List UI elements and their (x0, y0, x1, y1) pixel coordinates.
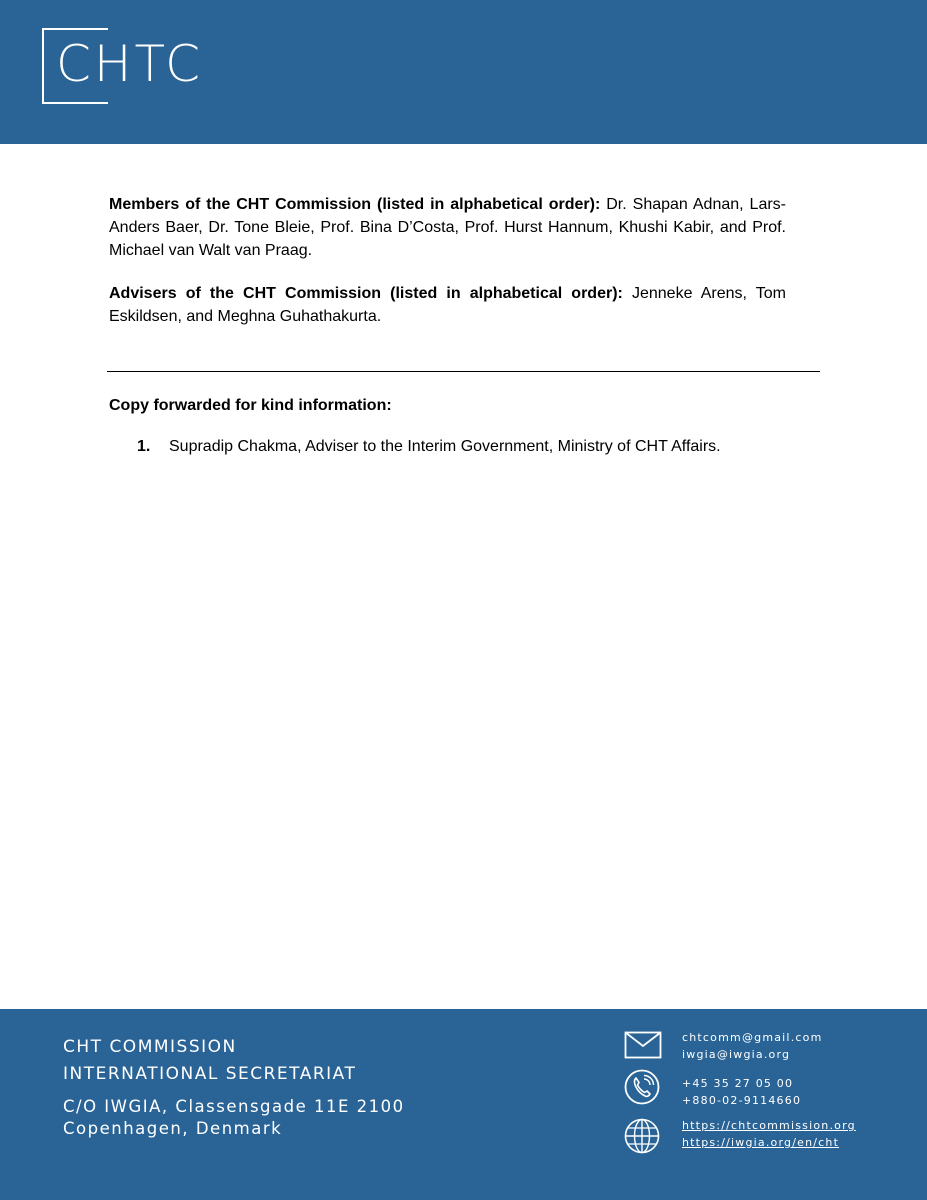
website-list (682, 1117, 856, 1151)
phone-number[interactable]: +45 35 27 05 00 (682, 1077, 794, 1090)
website-link[interactable]: https://chtcommission.org (682, 1119, 856, 1132)
email-list (682, 1029, 822, 1063)
divider-line (107, 371, 820, 372)
letterhead-footer (0, 1009, 927, 1200)
members-paragraph (109, 193, 786, 262)
organization-name (63, 1034, 356, 1088)
list-item-text: Supradip Chakma, Adviser to the Interim Government, Ministry of CHT Affairs. (169, 438, 721, 455)
envelope-icon (624, 1031, 662, 1059)
list-item-number: 1. (137, 438, 151, 455)
phone-icon (624, 1069, 660, 1105)
members-label: Members of the CHT Commission (listed in alphabetical order): (109, 196, 601, 213)
advisers-list: Jenneke Arens, Tom Eskildsen, and Meghna Guhathakurta. (109, 285, 787, 325)
phone-number[interactable]: +880-02-9114660 (682, 1094, 802, 1107)
letter-body (109, 193, 786, 348)
advisers-paragraph (109, 282, 786, 328)
advisers-label: Advisers of the CHT Commission (listed in alphabetical order): (109, 285, 623, 302)
copy-forwarded-heading: Copy forwarded for kind information: (109, 397, 392, 414)
globe-icon (624, 1118, 660, 1154)
address-line2: Copenhagen, Denmark (63, 1119, 283, 1138)
members-list: Dr. Shapan Adnan, Lars-Anders Baer, Dr. Tone Bleie, Prof. Bina D’Costa, Prof. Hurst Hannum, Khushi Kabir, and Prof. Michael van Walt van Praag. (109, 196, 786, 259)
org-name-line1: CHT COMMISSION (63, 1037, 237, 1057)
letterhead-header (0, 0, 927, 144)
address-line1: C/O IWGIA, Classensgade 11E 2100 (63, 1097, 405, 1116)
postal-address (63, 1096, 405, 1140)
website-link[interactable]: https://iwgia.org/en/cht (682, 1136, 840, 1149)
chtc-logo: CHTC (56, 35, 204, 93)
phone-list (682, 1075, 801, 1109)
email-address[interactable]: iwgia@iwgia.org (682, 1048, 791, 1061)
org-name-line2: INTERNATIONAL SECRETARIAT (63, 1064, 357, 1084)
list-item (137, 436, 721, 458)
email-address[interactable]: chtcomm@gmail.com (682, 1031, 823, 1044)
